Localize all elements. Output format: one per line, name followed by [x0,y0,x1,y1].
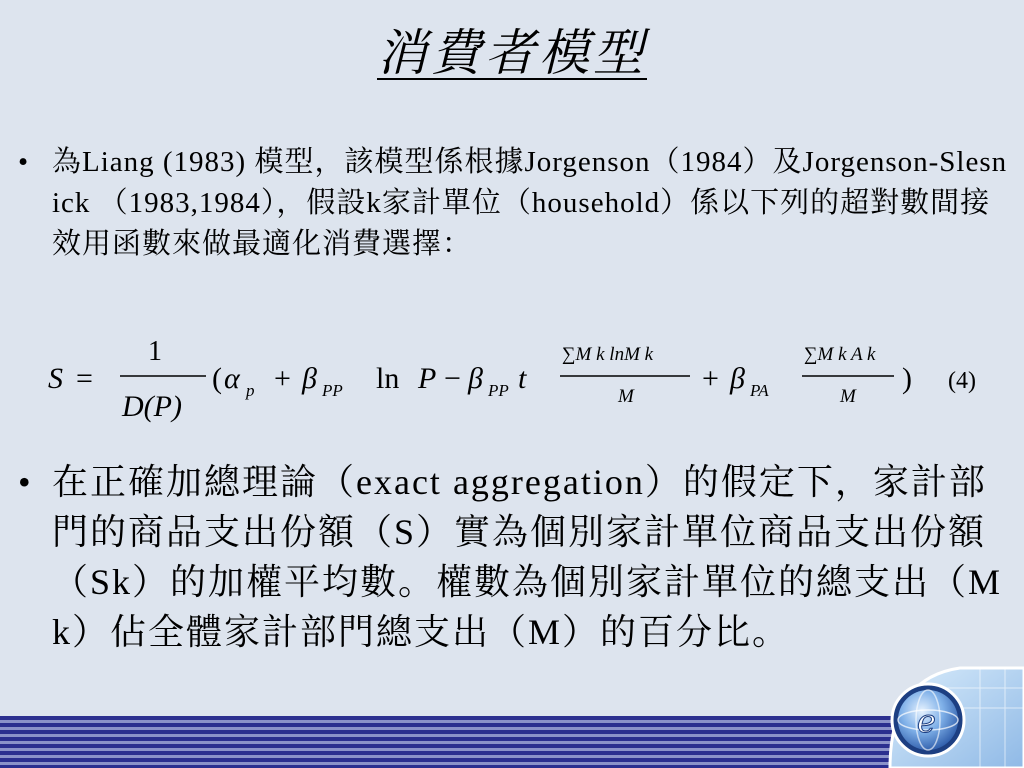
formula-sub-pp-1: PP [322,381,343,400]
formula-frac3-numerator: ∑M k A k [804,344,876,365]
formula-frac2-numerator: ∑M k lnM k [562,344,654,365]
formula-beta-1: β [302,362,317,395]
bottom-decoration [0,658,1024,768]
formula-ln: ln [376,362,400,395]
formula-t: t [518,362,527,395]
formula-sub-pa: PA [750,381,769,400]
formula-sub-p: p [246,381,255,400]
formula-block [40,328,1020,438]
formula-plus-1: + [274,362,291,395]
globe-e-logo-icon [892,684,964,756]
formula-rparen: ) [902,362,912,395]
slide-title: 消費者模型 [377,24,647,82]
formula-beta-2: β [468,362,483,395]
formula-frac-numerator: 1 [148,336,162,367]
formula-equation-number: (4) [948,368,976,394]
formula-alpha: α [224,362,240,395]
formula-svg [40,328,1020,438]
formula-equals: = [76,362,93,395]
formula-beta-3: β [730,362,745,395]
formula-frac3-denominator: M [840,386,856,407]
stripe-band [0,716,1024,768]
formula-frac-denominator: D(P) [122,390,182,423]
formula-plus-2: + [702,362,719,395]
bullet-item-2 [18,457,1008,657]
bullet-text-2: 在正確加總理論（exact aggregation）的假定下，家計部門的商品支出份額（S）實為個別家計單位商品支出份額（Sk）的加權平均數。權數為個別家計單位的總支出（Mk）佔全體家計部門總支出（M）的百分比。 [52,462,1003,652]
bullet-marker: • [18,462,33,502]
formula-minus: − [444,362,461,395]
bullet-marker: • [18,146,30,178]
bullet-text-1: 為Liang (1983) 模型，該模型係根據Jorgenson（1984）及Jorgenson-Slesnick （1983,1984），假設k家計單位（household）係以下列的超對數間接效用函數來做最適化消費選擇： [52,146,1008,260]
formula-frac2-denominator: M [618,386,634,407]
formula-P: P [418,362,437,395]
formula-lparen: ( [212,362,222,395]
formula-sub-pp-2: PP [488,381,509,400]
formula-lhs: S [48,362,63,395]
svg-text:e: e [917,702,936,740]
bullet-item-1 [18,142,1008,265]
